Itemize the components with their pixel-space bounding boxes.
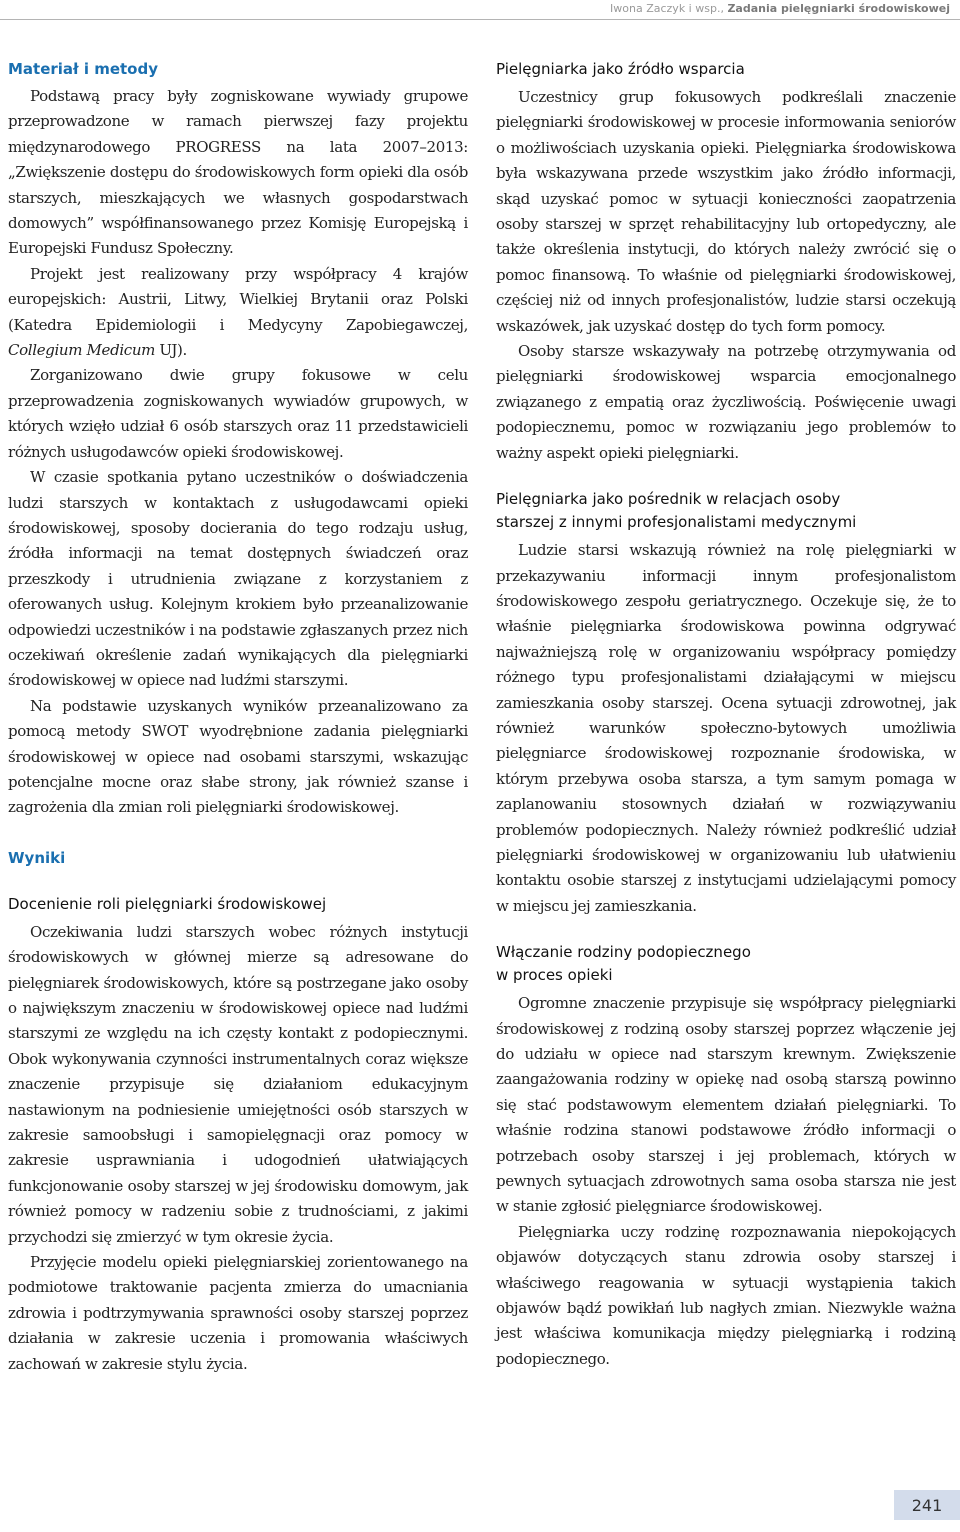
- spacer: [496, 919, 956, 941]
- subheading-support: Pielęgniarka jako źródło wsparcia: [496, 60, 745, 78]
- role-paragraph: Oczekiwania ludzi starszych wobec różnych instytucji środowiskowych w głównej mierze są adresowane do pielęgniarek środowiskowych, które są postrzegane jako osoby o największym znaczeniu w środowiskowej opiece nad ludźmi starszymi ze względu na ich częsty kontakt z podopiecznymi. Obok wykonywania czynności instrumentalnych coraz większe znaczenie przypisuje się działaniom edukacyjnym nastawionym na podniesienie umiejętności osób starszych w zakresie samoobsługi i samopielęgnacji oraz pomocy w zakresie usprawniania i udogodnień ułatwiających funkcjonowanie osoby starszej w jej środowisku domowym, jak również pomocy w radzeniu sobie z trudnościami, z jakimi przychodzi się zmierzyć w tym okresie życia.: [8, 922, 468, 1246]
- spacer: [8, 873, 468, 893]
- subheading-role: Docenienie roli pielęgniarki środowiskowej: [8, 894, 327, 913]
- subheading-mediator: [496, 488, 956, 534]
- subheading-mediator-line: Pielęgniarka jako pośrednik w relacjach osoby: [496, 490, 841, 509]
- right-column: [496, 58, 956, 1372]
- methods-paragraph: [8, 262, 468, 364]
- methods-paragraph: Zorganizowano dwie grupy fokusowe w celu przeprowadzenia zogniskowanych wywiadów grupowych, w których wzięło udział 6 osób starszych oraz 11 przedstawicieli różnych usługodawców opieki środowiskowej.: [8, 366, 468, 461]
- spacer: [8, 821, 468, 847]
- mediator-paragraph: Ludzie starsi wskazują również na rolę pielęgniarki w przekazywaniu informacji innym profesjonalistom środowiskowego zespołu geriatrycznego. Oczekuje się, że to właśnie pielęgniarka środowiskowa powinna odgrywać najważniejszą rolę w organizowaniu współpracy pomiędzy różnego typu profesjonalistami działającymi w miejscu zamieszkania osoby starszej. Ocena sytuacji zdrowotnej, jak również warunków społeczno-bytowych umożliwia pielęgniarce środowiskowej rozpoznanie środowiska, w którym przebywa osoba starsza, a tym samym pomaga w zaplanowaniu stosownych działań w rozwiązywaniu problemów podopiecznych. Należy również podkreślić udział pielęgniarki środowiskowej w organizowaniu lub ułatwieniu kontaktu osobie starszej z instytucjami udzielającymi pomocy w miejscu jej zamieszkania.: [496, 541, 956, 915]
- family-paragraph: Ogromne znaczenie przypisuje się współpracy pielęgniarki środowiskowej z rodziną osoby starszej poprzez włączenie jej do udziału w opiece nad starszym krewnym. Zwiększenie zaangażowania rodziny w opiekę nad osobą starszą powinno się stać podstawowym elementem działań pielęgniarki. To właśnie rodzina stanowi podstawowe źródło informacji o potrzebach osoby starszej i jej problemach, których w pewnych sytuacjach zdrowotnych sama osoba starsza nie jest w stanie zgłosić pielęgniarce środowiskowej.: [496, 994, 956, 1216]
- subheading-family-line: w proces opieki: [496, 966, 613, 985]
- methods-paragraph: Na podstawie uzyskanych wyników przeanalizowano za pomocą metody SWOT wyodrębnione zadania pielęgniarki środowiskowej w opiece nad osobami starszymi, wskazując potencjalne mocne oraz słabe strony, jak również szanse i zagrożenia dla zmian roli pielęgniarki środowiskowej.: [8, 696, 468, 817]
- support-paragraph: Uczestnicy grup fokusowych podkreślali znaczenie pielęgniarki środowiskowej w procesie informowania seniorów o możliwościach uzyskania opieki. Pielęgniarka środowiskowa była wskazywana przede wszystkim jako źródło informacji, skąd uzyskać pomoc w sytuacji konieczności zaopatrzenia osoby starszej w sprzęt rehabilitacyjny lub ortopedyczny, ale także określenia instytucji, do których należy zwrócić się o pomoc finansową. To właśnie od pielęgniarki środowiskowej, częściej niż od innych profesjonalistów, ludzie starsi oczekują wskazówek, jak uzyskać dostęp do tych form pomocy.: [496, 88, 956, 335]
- heading-methods: Materiał i metody: [8, 60, 158, 78]
- page-number: 241: [894, 1490, 960, 1520]
- collegium-italic: Collegium Medicum: [8, 341, 156, 360]
- role-paragraph: Przyjęcie modelu opieki pielęgniarskiej zorientowanego na podmiotowe traktowanie pacjenta zmierza do umacniania zdrowia i podtrzymywania sprawności osoby starszej poprzez działania w zakresie uczenia i promowania właściwych zachowań w zakresie stylu życia.: [8, 1253, 468, 1373]
- family-paragraph: Pielęgniarka uczy rodzinę rozpoznawania niepokojących objawów dotyczących stanu zdrowia osoby starszej i właściwego reagowania w sytuacji wystąpienia takich objawów bądź powikłań lub nagłych zmian. Niezwykle ważna jest właściwa komunikacja między pielęgniarką i rodziną podopiecznego.: [496, 1222, 956, 1368]
- header-title: Zadania pielęgniarki środowiskowej: [727, 2, 950, 15]
- collegium-tail: UJ).: [155, 341, 187, 360]
- running-header: [610, 2, 950, 15]
- methods-paragraph: Podstawą pracy były zogniskowane wywiady grupowe przeprowadzone w ramach pierwszej fazy projektu międzynarodowego PROGRESS na lata 2007–2013: „Zwiększenie dostępu do środowiskowych form opieki dla osób starszych, mieszkających we własnych gospodarstwach domowych” współfinansowanego przez Komisję Europejską i Europejski Fundusz Społeczny.: [8, 87, 468, 258]
- subheading-family-line: Włączanie rodziny podopiecznego: [496, 943, 751, 962]
- header-rule: [0, 19, 960, 20]
- left-column: [8, 58, 468, 1377]
- spacer: [496, 466, 956, 488]
- methods-paragraph-text: Projekt jest realizowany przy współpracy 4 krajów europejskich: Austrii, Litwy, Wielkiej Brytanii oraz Polski (Katedra Epidemiologii i Medycyny Zapobiegawczej,: [8, 264, 468, 334]
- support-paragraph: Osoby starsze wskazywały na potrzebę otrzymywania od pielęgniarki środowiskowej wsparcia emocjonalnego związanego z empatią oraz życzliwością. Poświęcenie uwagi podopiecznemu, pomoc w rozwiązaniu jego problemów to ważny aspekt opieki pielęgniarki.: [496, 342, 956, 462]
- subheading-family: [496, 941, 956, 987]
- methods-paragraph: W czasie spotkania pytano uczestników o doświadczenia ludzi starszych w kontaktach z usługodawcami opieki środowiskowej, sposoby docierania do tego rodzaju usług, źródła informacji na temat dostępnych świadczeń oraz przeszkody i utrudnienia związane z korzystaniem z oferowanych usług. Kolejnym krokiem było przeanalizowanie odpowiedzi uczestników i na podstawie zgłaszanych przez nich oczekiwań określenie zadań wynikających dla pielęgniarki środowiskowej w opiece nad ludźmi starszymi.: [8, 468, 468, 690]
- heading-results: Wyniki: [8, 848, 66, 867]
- header-author: Iwona Zaczyk i wsp.,: [610, 2, 724, 15]
- subheading-mediator-line: starszej z innymi profesjonalistami medycznymi: [496, 513, 857, 532]
